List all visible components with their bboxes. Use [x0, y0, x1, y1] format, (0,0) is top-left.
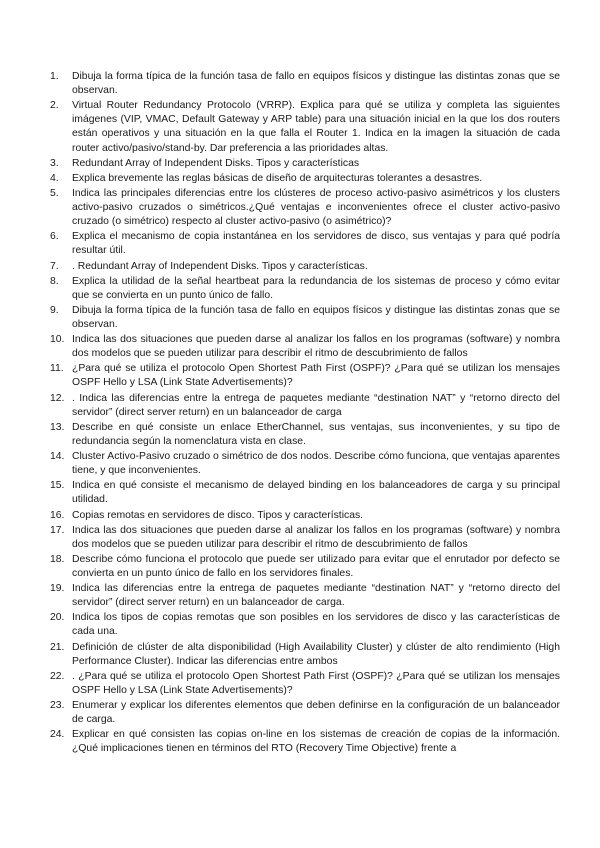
- question-text: Indica las dos situaciones que pueden darse al analizar los fallos en los programas (software) y nombra dos modelos que se pueden utilizar para describir el ritmo de descubrimiento de fallos: [72, 524, 560, 550]
- question-text: Dibuja la forma típica de la función tasa de fallo en equipos físicos y distingue las distintas zonas que se observan.: [72, 71, 560, 97]
- question-text: Explica la utilidad de la señal heartbeat para la redundancia de los sistemas de proceso y cómo evitar que se convierta en un punto único de fallo.: [72, 275, 560, 301]
- question-number: 12.: [50, 392, 65, 404]
- question-number: 3.: [50, 157, 59, 169]
- question-number: 2.: [50, 100, 59, 112]
- question-text: Explicar en qué consisten las copias on-line en los sistemas de creación de copias de la información. ¿Qué implicaciones tienen en términos del RTO (Recovery Time Objective) frente a: [72, 729, 560, 755]
- question-item: [50, 479, 560, 507]
- question-text: Redundant Array of Independent Disks. Tipos y características: [72, 157, 360, 169]
- question-number: 22.: [50, 670, 65, 682]
- question-number: 9.: [50, 304, 59, 316]
- question-text: Describe cómo funciona el protocolo que puede ser utilizado para evitar que el enrutador por defecto se convierta en un punto único de fallo en los servidores finales.: [72, 553, 560, 579]
- question-item: [50, 392, 560, 420]
- question-item: [50, 670, 560, 698]
- question-item: [50, 421, 560, 449]
- question-text: Indica las diferencias entre la entrega de paquetes mediante “destination NAT” y “retorno directo del servidor” (direct server return) en un balanceador de carga.: [72, 583, 560, 609]
- question-item: [50, 553, 560, 581]
- question-number: 21.: [50, 641, 65, 653]
- question-item: [50, 304, 560, 332]
- question-item: [50, 524, 560, 552]
- question-item: [50, 362, 560, 390]
- question-number: 23.: [50, 700, 65, 712]
- question-item: [50, 260, 560, 274]
- question-number: 10.: [50, 334, 65, 346]
- question-text: Virtual Router Redundancy Protocolo (VRRP). Explica para qué se utiliza y completa las siguientes imágenes (VIP, VMAC, Default Gateway y ARP table) para una situación inicial en la que los dos routers están operativos y una situación en la que falla el Router 1. Indica en la imagen la situación de cada router activo/pasivo/stand-by. Dar preferencia a las prioridades altas.: [72, 100, 560, 154]
- question-item: [50, 333, 560, 361]
- question-item: [50, 172, 560, 186]
- question-number: 17.: [50, 524, 65, 536]
- question-number: 13.: [50, 421, 65, 433]
- question-item: [50, 70, 560, 98]
- question-item: [50, 275, 560, 303]
- question-text: Copias remotas en servidores de disco. Tipos y características.: [72, 509, 364, 521]
- question-text: Describe en qué consiste un enlace EtherChannel, sus ventajas, sus inconvenientes, y su tipo de redundancia según la nomenclatura vista en clase.: [72, 421, 560, 447]
- question-text: Enumerar y explicar los diferentes elementos que deben definirse en la configuración de un balanceador de carga.: [72, 700, 560, 726]
- question-number: 19.: [50, 583, 65, 595]
- question-text: Indica los tipos de copias remotas que son posibles en los servidores de disco y las características de cada una.: [72, 612, 560, 638]
- question-item: [50, 450, 560, 478]
- question-item: [50, 230, 560, 258]
- question-item: [50, 582, 560, 610]
- question-text: Cluster Activo-Pasivo cruzado o simétrico de dos nodos. Describe cómo funciona, que ventajas aparentes tiene, y que inconvenientes.: [72, 451, 560, 477]
- question-text: Indica las dos situaciones que pueden darse al analizar los fallos en los programas (software) y nombra dos modelos que se pueden utilizar para describir el ritmo de descubrimiento de fallos: [72, 334, 560, 360]
- question-number: 18.: [50, 553, 65, 565]
- question-number: 5.: [50, 187, 59, 199]
- question-text: . ¿Para qué se utiliza el protocolo Open Shortest Path First (OSPF)? ¿Para qué se utilizan los mensajes OSPF Hello y LSA (Link State Advertisements)?: [72, 670, 560, 696]
- question-text: Explica brevemente las reglas básicas de diseño de arquitecturas tolerantes a desastres.: [72, 172, 483, 184]
- question-number: 11.: [50, 363, 64, 375]
- question-item: [50, 157, 560, 171]
- question-text: . Redundant Array of Independent Disks. Tipos y características.: [72, 260, 368, 272]
- question-number: 20.: [50, 612, 65, 624]
- question-text: . Indica las diferencias entre la entrega de paquetes mediante “destination NAT” y “retorno directo del servidor” (direct server return) en un balanceador de carga: [72, 392, 560, 418]
- question-list: [50, 70, 560, 758]
- question-text: Indica en qué consiste el mecanismo de delayed binding en los balanceadores de carga y su principal utilidad.: [72, 480, 560, 506]
- question-number: 24.: [50, 729, 65, 741]
- question-text: Explica el mecanismo de copia instantánea en los servidores de disco, sus ventajas y para qué podría resultar útil.: [72, 231, 560, 257]
- question-text: Indica las principales diferencias entre los clústeres de proceso activo-pasivo asimétricos y los clusters activo-pasivo cruzados o simétricos.¿Qué ventajas e inconvenientes ofrece el cluster activo-pasivo cruzado (o simétrico) respecto al cluster activo-pasivo (o asimétrico)?: [72, 187, 560, 228]
- question-number: 8.: [50, 275, 59, 287]
- question-number: 4.: [50, 172, 59, 184]
- question-number: 15.: [50, 480, 65, 492]
- question-item: [50, 641, 560, 669]
- question-number: 7.: [50, 260, 59, 272]
- question-item: [50, 699, 560, 727]
- question-number: 1.: [50, 71, 59, 82]
- question-item: [50, 728, 560, 756]
- question-number: 16.: [50, 509, 65, 521]
- question-item: [50, 99, 560, 155]
- question-number: 14.: [50, 451, 65, 463]
- question-number: 6.: [50, 231, 59, 243]
- question-text: Dibuja la forma típica de la función tasa de fallo en equipos físicos y distingue las distintas zonas que se observan.: [72, 304, 560, 330]
- question-item: [50, 509, 560, 523]
- question-item: [50, 187, 560, 229]
- question-item: [50, 611, 560, 639]
- question-text: Definición de clúster de alta disponibilidad (High Availability Cluster) y clúster de alto rendimiento (High Performance Cluster). Indicar las diferencias entre ambos: [72, 641, 560, 667]
- question-text: ¿Para qué se utiliza el protocolo Open Shortest Path First (OSPF)? ¿Para qué se utilizan los mensajes OSPF Hello y LSA (Link State Advertisements)?: [72, 363, 560, 389]
